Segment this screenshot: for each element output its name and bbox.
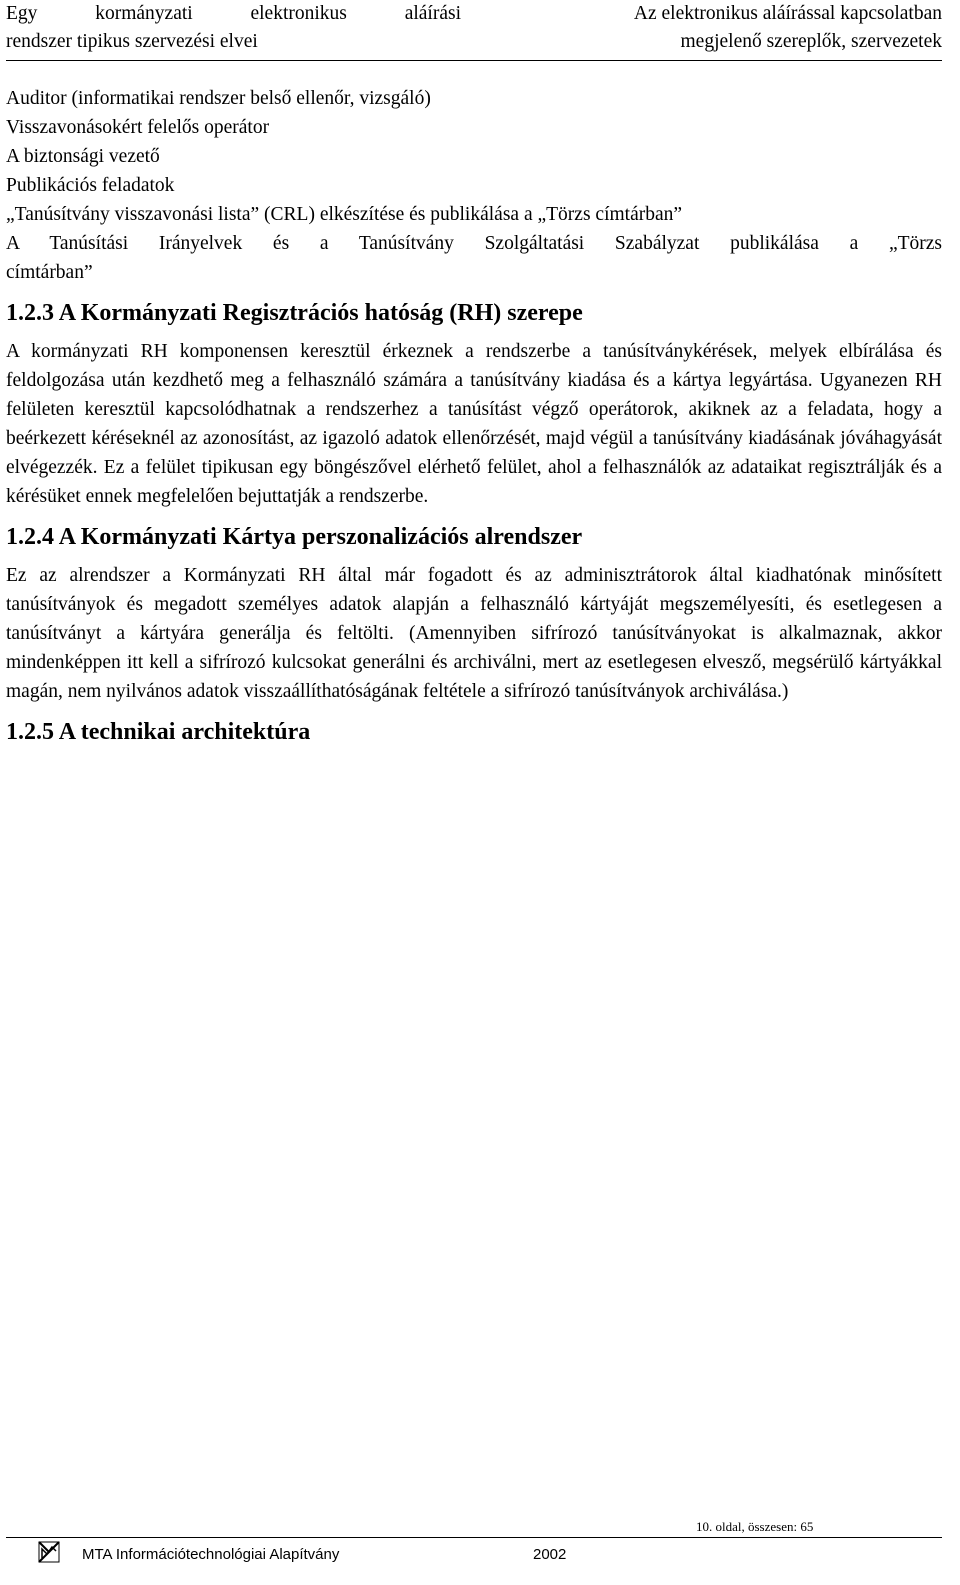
list-item-policy-task-line-2: címtárban”	[6, 262, 93, 283]
chapter-title	[542, 0, 942, 56]
section-title: A technikai architektúra	[58, 719, 311, 745]
footer-divider	[6, 1537, 942, 1538]
chapter-title-line-1: Az elektronikus aláírással kapcsolatban	[633, 3, 942, 24]
section-paragraph-1-2-3: A kormányzati RH komponensen keresztül érkeznek a rendszerbe a tanúsítványkérések, melyek elbírálása és feldolgozása után kezdhető meg a felhasználó számára a tanúsítvány kiadása és a kártya legyártása. Ugyanezen RH felületen keresztül kapcsolódhatnak a rendszerhez a tanúsítást végző operátorok, akiknek az a feladata, hogy a beérkezett kéréseknél az azonosítást, az igazoló adatok ellenőrzését, majd végül a tanúsítvány kiadásának jóváhagyását elvégezzék. Ez a felület tipikusan egy böngészővel elérhető felület, ahol a felhasználók az adataikat regisztrálják és a kérésüket ennek megfelelően bejuttatják a rendszerbe.	[6, 341, 942, 507]
section-paragraph-1-2-4: Ez az alrendszer a Kormányzati RH által már fogadott és az adminisztrátorok által kiadhatónak minősített tanúsítványok és megadott személyes adatok alapján a felhasználó kártyáját megszemélyesíti, és esetlegesen a tanúsítványt a kártyára generálja és feltölti. (Amennyiben sifrírozó tanúsítványokat is alkalmaznak, akkor mindenképpen itt kell a sifrírozó kulcsokat generálni és archiválni, mert az esetlegesen elvesző, megsérülő kártyákkal magán, nem nyilvános adatok visszaállíthatóságának feltétele a sifrírozó tanúsítványok archiválása.)	[6, 565, 942, 702]
section-title: A Kormányzati Kártya perszonalizációs alrendszer	[58, 524, 583, 550]
footer-organization: MTA Információtechnológiai Alapítvány	[82, 1546, 340, 1563]
section-heading-1-2-5	[6, 717, 942, 747]
section-number: 1.2.5	[6, 719, 54, 745]
section-number: 1.2.4	[6, 524, 54, 550]
list-item-security-officer: A biztonsági vezető	[6, 146, 160, 167]
page-body	[6, 84, 942, 756]
mta-foundation-logo-icon	[38, 1541, 60, 1563]
page-number: 10. oldal, összesen: 65	[696, 1519, 814, 1534]
list-item-revocation-operator: Visszavonásokért felelős operátor	[6, 117, 270, 138]
page-header	[6, 0, 942, 58]
document-title-line-1: Egy kormányzati elektronikus aláírási	[6, 3, 461, 24]
footer-year: 2002	[533, 1546, 567, 1563]
logo-graphic	[38, 1541, 60, 1563]
section-title: A Kormányzati Regisztrációs hatóság (RH) szerepe	[58, 300, 583, 326]
section-number: 1.2.3	[6, 300, 54, 326]
list-item-auditor: Auditor (informatikai rendszer belső ellenőr, vizsgáló)	[6, 88, 431, 109]
role-list	[6, 84, 942, 287]
list-item-publication-tasks: Publikációs feladatok	[6, 175, 175, 196]
document-title	[6, 0, 461, 56]
chapter-title-line-2: megjelenő szereplők, szervezetek	[680, 31, 942, 52]
header-divider	[6, 60, 942, 61]
section-heading-1-2-3	[6, 298, 942, 328]
document-title-line-2: rendszer tipikus szervezési elvei	[6, 31, 258, 52]
list-item-crl-task: „Tanúsítvány visszavonási lista” (CRL) elkészítése és publikálása a „Törzs címtárban”	[6, 204, 683, 225]
section-heading-1-2-4	[6, 522, 942, 552]
list-item-policy-task-line-1: A Tanúsítási Irányelvek és a Tanúsítvány Szolgáltatási Szabályzat publikálása a „Törzs	[6, 233, 942, 254]
